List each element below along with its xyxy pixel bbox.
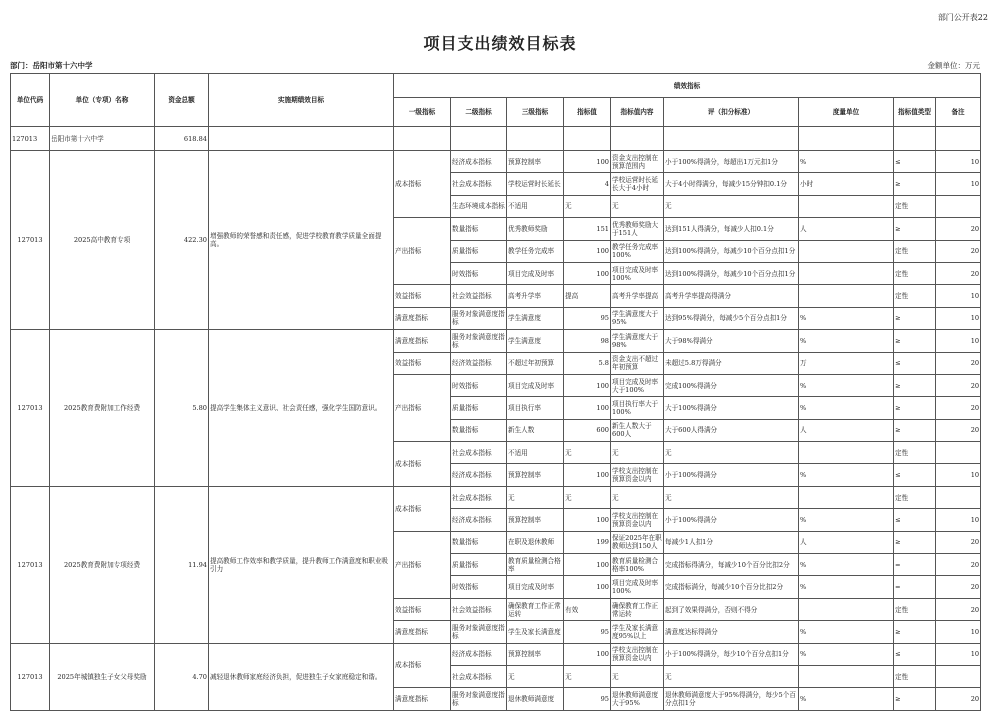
project-goal: 减轻退休教师家庭经济负担，促进独生子女家庭稳定和谐。 — [209, 643, 394, 710]
level3: 预算控制率 — [507, 464, 564, 486]
level3: 优秀教师奖励 — [507, 218, 564, 240]
level3: 新生人数 — [507, 419, 564, 441]
value-content: 退休教师满意度大于95% — [611, 688, 664, 710]
measure-unit: % — [799, 330, 894, 352]
measure-unit: 万 — [799, 352, 894, 374]
level1-indicator: 效益指标 — [394, 598, 451, 620]
scoring-standard: 未超过5.8万得满分 — [664, 352, 799, 374]
level2: 社会成本指标 — [451, 486, 507, 508]
value-content: 教育质量检测合格率100% — [611, 554, 664, 576]
value-type: ≥ — [894, 688, 936, 710]
scoring-standard: 每减少1人扣1分 — [664, 531, 799, 553]
measure-unit — [799, 240, 894, 262]
remark: 20 — [936, 374, 981, 396]
level3: 退休教师满意度 — [507, 688, 564, 710]
value: 100 — [564, 262, 611, 284]
value: 151 — [564, 218, 611, 240]
remark: 10 — [936, 643, 981, 665]
level2: 社会成本指标 — [451, 665, 507, 687]
scoring-standard: 高考升学率提高得满分 — [664, 285, 799, 307]
header-level1: 一级指标 — [394, 98, 451, 127]
level2: 数量指标 — [451, 419, 507, 441]
project-name: 2025年城镇独生子女父母奖励 — [50, 643, 155, 710]
value-content: 无 — [611, 442, 664, 464]
project-goal: 提高学生集体主义意识、社会责任感，强化学生国防意识。 — [209, 330, 394, 487]
level2: 经济效益指标 — [451, 352, 507, 374]
remark: 20 — [936, 352, 981, 374]
measure-unit: % — [799, 464, 894, 486]
level3: 无 — [507, 665, 564, 687]
measure-unit — [799, 285, 894, 307]
scoring-standard: 无 — [664, 195, 799, 217]
project-code: 127013 — [11, 330, 50, 487]
remark: 20 — [936, 554, 981, 576]
value-content: 教学任务完成率100% — [611, 240, 664, 262]
header-value-content: 指标值内容 — [611, 98, 664, 127]
header-level2: 二级指标 — [451, 98, 507, 127]
header-code: 单位代码 — [11, 74, 50, 127]
scoring-standard: 小于100%得满分 — [664, 464, 799, 486]
level3: 项目执行率 — [507, 397, 564, 419]
value: 5.8 — [564, 352, 611, 374]
value-content: 优秀教师奖励大于151人 — [611, 218, 664, 240]
remark: 10 — [936, 173, 981, 195]
level2: 服务对象满意度指标 — [451, 688, 507, 710]
level2: 社会效益指标 — [451, 598, 507, 620]
level3: 预算控制率 — [507, 643, 564, 665]
remark: 10 — [936, 151, 981, 173]
level1-indicator: 满意度指标 — [394, 330, 451, 352]
value: 100 — [564, 576, 611, 598]
project-amount: 422.30 — [155, 151, 209, 330]
value-content: 项目完成及时率大于100% — [611, 374, 664, 396]
level3: 学生满意度 — [507, 307, 564, 329]
measure-unit — [799, 262, 894, 284]
level3: 学生及家长满意度 — [507, 621, 564, 643]
value-content: 项目执行率大于100% — [611, 397, 664, 419]
value-content: 无 — [611, 665, 664, 687]
remark: 20 — [936, 218, 981, 240]
project-name: 2025教育费附加专项经费 — [50, 486, 155, 643]
level1-indicator: 效益指标 — [394, 352, 451, 374]
project-name: 2025高中教育专项 — [50, 151, 155, 330]
value-content: 学生满意度大于98% — [611, 330, 664, 352]
value-content: 资金支出控制在预算范围内 — [611, 151, 664, 173]
level1-indicator: 产出指标 — [394, 531, 451, 598]
value-type: 定性 — [894, 195, 936, 217]
value-type: = — [894, 554, 936, 576]
level2: 社会效益指标 — [451, 285, 507, 307]
level1-indicator: 成本指标 — [394, 151, 451, 218]
value-content: 无 — [611, 195, 664, 217]
value-type: ≥ — [894, 218, 936, 240]
remark: 20 — [936, 576, 981, 598]
level1-indicator: 满意度指标 — [394, 688, 451, 710]
value-type: = — [894, 576, 936, 598]
scoring-standard: 小于100%得满分，每少10个百分点扣1分 — [664, 643, 799, 665]
scoring-standard: 满意度达标得满分 — [664, 621, 799, 643]
value-content: 学生及家长满意度95%以上 — [611, 621, 664, 643]
remark — [936, 486, 981, 508]
value-content: 学校支出控制在预算资金以内 — [611, 509, 664, 531]
scoring-standard: 达到100%得满分，每减少10个百分点扣1分 — [664, 262, 799, 284]
header-amount: 资金总额 — [155, 74, 209, 127]
level1-indicator: 产出指标 — [394, 374, 451, 441]
level2: 时效指标 — [451, 576, 507, 598]
measure-unit: % — [799, 621, 894, 643]
value-type: 定性 — [894, 442, 936, 464]
level1-indicator: 效益指标 — [394, 285, 451, 307]
project-code: 127013 — [11, 643, 50, 710]
level1-indicator: 满意度指标 — [394, 307, 451, 329]
value-type: ≥ — [894, 374, 936, 396]
level2: 服务对象满意度指标 — [451, 330, 507, 352]
level2: 生态环境成本指标 — [451, 195, 507, 217]
level1-indicator: 满意度指标 — [394, 621, 451, 643]
value-content: 项目完成及时率100% — [611, 262, 664, 284]
value-type: ≤ — [894, 352, 936, 374]
remark: 20 — [936, 531, 981, 553]
value-content: 保证2025年在职教师达到150人 — [611, 531, 664, 553]
performance-table — [10, 73, 981, 711]
project-goal: 增强教师的荣誉感和责任感，促进学校教育教学质量全面提高。 — [209, 151, 394, 330]
indicator-row — [11, 151, 981, 173]
indicator-row — [11, 486, 981, 508]
value-type: ≤ — [894, 509, 936, 531]
value-content: 新生人数大于600人 — [611, 419, 664, 441]
level3: 高考升学率 — [507, 285, 564, 307]
value-type: ≤ — [894, 151, 936, 173]
value: 95 — [564, 688, 611, 710]
measure-unit: % — [799, 643, 894, 665]
scoring-standard: 无 — [664, 486, 799, 508]
value-type: ≥ — [894, 419, 936, 441]
value-type: ≤ — [894, 643, 936, 665]
amount-unit-label: 金额单位：万元 — [927, 61, 980, 70]
level3: 教育质量检测合格率 — [507, 554, 564, 576]
remark: 20 — [936, 262, 981, 284]
project-name: 2025教育费附加工作经费 — [50, 330, 155, 487]
level3: 项目完成及时率 — [507, 374, 564, 396]
remark — [936, 665, 981, 687]
measure-unit: 人 — [799, 419, 894, 441]
scoring-standard: 小于100%得满分 — [664, 509, 799, 531]
level3: 不适用 — [507, 195, 564, 217]
scoring-standard: 完成100%得满分 — [664, 374, 799, 396]
level2: 质量指标 — [451, 397, 507, 419]
header-scoring-standard: 评（扣分标准） — [664, 98, 799, 127]
value: 100 — [564, 240, 611, 262]
level1-indicator: 成本指标 — [394, 442, 451, 487]
scoring-standard: 退休教师满意度大于95%得满分，每少5个百分点扣1分 — [664, 688, 799, 710]
remark: 20 — [936, 688, 981, 710]
measure-unit: % — [799, 509, 894, 531]
scoring-standard: 大于100%得满分 — [664, 397, 799, 419]
remark: 10 — [936, 464, 981, 486]
remark — [936, 442, 981, 464]
remark: 10 — [936, 307, 981, 329]
level3: 不超过年初预算 — [507, 352, 564, 374]
scoring-standard: 完成指标得满分，每减少10个百分比扣2分 — [664, 554, 799, 576]
value: 100 — [564, 509, 611, 531]
scoring-standard: 达到151人得满分，每减少人扣0.1分 — [664, 218, 799, 240]
value: 4 — [564, 173, 611, 195]
unit-row — [11, 127, 981, 151]
measure-unit: % — [799, 576, 894, 598]
scoring-standard: 大于4小时得满分，每减少15分钟扣0.1分 — [664, 173, 799, 195]
header-measure-unit: 度量单位 — [799, 98, 894, 127]
level3: 无 — [507, 486, 564, 508]
page-title: 项目支出绩效目标表 — [423, 34, 577, 53]
value: 100 — [564, 151, 611, 173]
value: 100 — [564, 554, 611, 576]
value-type: ≥ — [894, 531, 936, 553]
value: 100 — [564, 464, 611, 486]
project-code: 127013 — [11, 151, 50, 330]
level3: 在职及退休教师 — [507, 531, 564, 553]
value: 98 — [564, 330, 611, 352]
remark: 10 — [936, 285, 981, 307]
project-amount: 5.80 — [155, 330, 209, 487]
value-type: 定性 — [894, 240, 936, 262]
measure-unit — [799, 665, 894, 687]
remark: 10 — [936, 509, 981, 531]
value: 无 — [564, 195, 611, 217]
level2: 经济成本指标 — [451, 509, 507, 531]
level1-indicator: 成本指标 — [394, 486, 451, 531]
value-content: 项目完成及时率100% — [611, 576, 664, 598]
unit-amount: 618.84 — [155, 127, 209, 151]
level2: 数量指标 — [451, 218, 507, 240]
measure-unit — [799, 442, 894, 464]
value-type: ≥ — [894, 173, 936, 195]
value: 提高 — [564, 285, 611, 307]
level3: 不适用 — [507, 442, 564, 464]
value-type: 定性 — [894, 285, 936, 307]
department-label: 部门：岳阳市第十六中学 — [10, 61, 93, 70]
level3: 项目完成及时率 — [507, 262, 564, 284]
scoring-standard: 小于100%得满分，每超出1万元扣1分 — [664, 151, 799, 173]
value: 无 — [564, 442, 611, 464]
project-amount: 11.94 — [155, 486, 209, 643]
remark: 20 — [936, 419, 981, 441]
remark: 20 — [936, 240, 981, 262]
unit-name: 岳阳市第十六中学 — [50, 127, 155, 151]
measure-unit: % — [799, 307, 894, 329]
measure-unit: 人 — [799, 218, 894, 240]
measure-unit: % — [799, 688, 894, 710]
header-goal: 实施期绩效目标 — [209, 74, 394, 127]
scoring-standard: 大于98%得满分 — [664, 330, 799, 352]
remark: 20 — [936, 598, 981, 620]
value-type: ≥ — [894, 621, 936, 643]
level2: 社会成本指标 — [451, 173, 507, 195]
value-content: 无 — [611, 486, 664, 508]
level2: 社会成本指标 — [451, 442, 507, 464]
project-code: 127013 — [11, 486, 50, 643]
measure-unit — [799, 486, 894, 508]
remark — [936, 195, 981, 217]
scoring-standard: 无 — [664, 442, 799, 464]
value-type: 定性 — [894, 665, 936, 687]
value-type: ≥ — [894, 397, 936, 419]
level2: 经济成本指标 — [451, 151, 507, 173]
value: 199 — [564, 531, 611, 553]
measure-unit: % — [799, 397, 894, 419]
value-content: 学校支出控制在预算资金以内 — [611, 643, 664, 665]
scoring-standard: 达到95%得满分，每减少5个百分点扣1分 — [664, 307, 799, 329]
value-content: 高考升学率提高 — [611, 285, 664, 307]
level2: 数量指标 — [451, 531, 507, 553]
level2: 时效指标 — [451, 374, 507, 396]
level3: 项目完成及时率 — [507, 576, 564, 598]
unit-code: 127013 — [11, 127, 50, 151]
value-type: 定性 — [894, 598, 936, 620]
value-content: 确保教育工作正常运转 — [611, 598, 664, 620]
scoring-standard: 无 — [664, 665, 799, 687]
value-type: 定性 — [894, 262, 936, 284]
measure-unit — [799, 195, 894, 217]
value-content: 学校运营时长延长大于4小时 — [611, 173, 664, 195]
value: 有效 — [564, 598, 611, 620]
scoring-standard: 完成指标满分，每减少10个百分比扣2分 — [664, 576, 799, 598]
value: 100 — [564, 643, 611, 665]
header-level3: 三级指标 — [507, 98, 564, 127]
header-value: 指标值 — [564, 98, 611, 127]
value: 95 — [564, 621, 611, 643]
value: 无 — [564, 665, 611, 687]
value: 600 — [564, 419, 611, 441]
value-type: ≤ — [894, 464, 936, 486]
level3: 教学任务完成率 — [507, 240, 564, 262]
value-type: 定性 — [894, 486, 936, 508]
measure-unit: % — [799, 554, 894, 576]
header-remark: 备注 — [936, 98, 981, 127]
project-amount: 4.70 — [155, 643, 209, 710]
measure-unit: % — [799, 151, 894, 173]
remark: 10 — [936, 621, 981, 643]
project-goal: 提高教师工作效率和教学质量，提升教师工作满意度和职业吸引力 — [209, 486, 394, 643]
scoring-standard: 大于600人得满分 — [664, 419, 799, 441]
indicator-row — [11, 330, 981, 352]
value-content: 学生满意度大于95% — [611, 307, 664, 329]
level2: 服务对象满意度指标 — [451, 621, 507, 643]
value-type: ≥ — [894, 307, 936, 329]
level2: 质量指标 — [451, 240, 507, 262]
level2: 时效指标 — [451, 262, 507, 284]
level2: 经济成本指标 — [451, 464, 507, 486]
level3: 预算控制率 — [507, 151, 564, 173]
level2: 经济成本指标 — [451, 643, 507, 665]
value-content: 学校支出控制在预算资金以内 — [611, 464, 664, 486]
level3: 预算控制率 — [507, 509, 564, 531]
level2: 质量指标 — [451, 554, 507, 576]
level2: 服务对象满意度指标 — [451, 307, 507, 329]
value: 无 — [564, 486, 611, 508]
scoring-standard: 起到了效果得满分，否则不得分 — [664, 598, 799, 620]
level3: 确保教育工作正常运转 — [507, 598, 564, 620]
level1-indicator: 成本指标 — [394, 643, 451, 688]
level1-indicator: 产出指标 — [394, 218, 451, 285]
form-number: 部门公开表22 — [937, 13, 988, 22]
remark: 10 — [936, 330, 981, 352]
measure-unit: 小时 — [799, 173, 894, 195]
header-performance: 绩效指标 — [394, 74, 981, 98]
level3: 学校运营时长延长 — [507, 173, 564, 195]
measure-unit: % — [799, 374, 894, 396]
measure-unit: 人 — [799, 531, 894, 553]
header-value-type: 指标值类型 — [894, 98, 936, 127]
header-name: 单位（专项）名称 — [50, 74, 155, 127]
value: 100 — [564, 397, 611, 419]
value-type: ≥ — [894, 330, 936, 352]
remark: 20 — [936, 397, 981, 419]
measure-unit — [799, 598, 894, 620]
value: 100 — [564, 374, 611, 396]
value: 95 — [564, 307, 611, 329]
value-content: 资金支出不超过年初预算 — [611, 352, 664, 374]
indicator-row — [11, 643, 981, 665]
scoring-standard: 达到100%得满分，每减少10个百分点扣1分 — [664, 240, 799, 262]
level3: 学生满意度 — [507, 330, 564, 352]
